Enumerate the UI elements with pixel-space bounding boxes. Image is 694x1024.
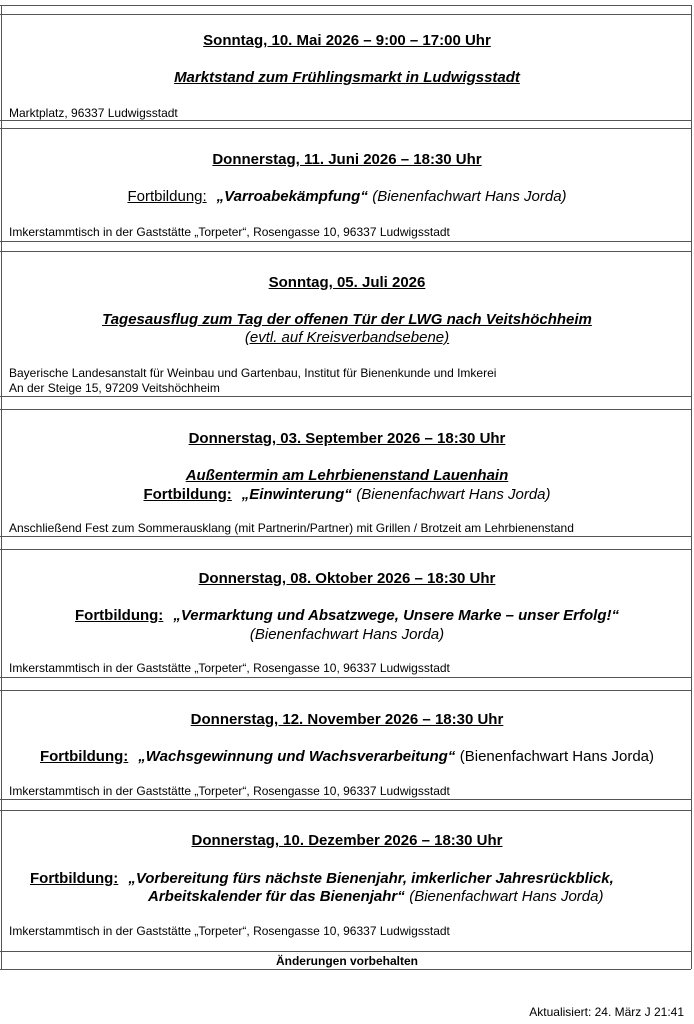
event-title: Tagesausflug zum Tag der offenen Tür der LWG nach Veitshöchheim bbox=[102, 311, 592, 328]
event-title-line bbox=[0, 748, 694, 766]
divider bbox=[0, 5, 691, 6]
event-label: Fortbildung: bbox=[30, 870, 119, 887]
event-location: Imkerstammtisch in der Gaststätte „Torpeter“, Rosengasse 10, 96337 Ludwigsstadt bbox=[9, 225, 450, 239]
event-location: Imkerstammtisch in der Gaststätte „Torpeter“, Rosengasse 10, 96337 Ludwigsstadt bbox=[9, 784, 450, 798]
divider bbox=[0, 549, 691, 550]
event-title: „Vermarktung und Absatzwege, Unsere Marke – unser Erfolg!“ bbox=[173, 607, 619, 624]
divider bbox=[0, 120, 691, 121]
event-title: „Varroabekämpfung“ bbox=[216, 188, 368, 205]
event-date: Donnerstag, 11. Juni 2026 – 18:30 Uhr bbox=[212, 151, 482, 168]
divider bbox=[0, 241, 691, 242]
divider bbox=[0, 128, 691, 129]
event-title: Marktstand zum Frühlingsmarkt in Ludwigsstadt bbox=[174, 69, 520, 86]
last-updated: Aktualisiert: 24. März J 21:41 bbox=[529, 1005, 684, 1019]
event-title-line bbox=[30, 870, 694, 888]
event-speaker: (Bienenfachwart Hans Jorda) bbox=[372, 188, 567, 205]
event-title-line bbox=[0, 607, 694, 625]
event-title-line2: Arbeitskalender für das Bienenjahr“ bbox=[148, 888, 405, 905]
divider bbox=[0, 799, 691, 800]
event-title-line bbox=[148, 888, 694, 906]
divider bbox=[0, 951, 691, 952]
divider bbox=[0, 251, 691, 252]
event-speaker: (Bienenfachwart Hans Jorda) bbox=[356, 486, 551, 503]
event-title-line bbox=[0, 188, 694, 206]
event-speaker: (Bienenfachwart Hans Jorda) bbox=[459, 748, 655, 765]
event-title-line bbox=[0, 486, 694, 504]
event-label: Fortbildung: bbox=[143, 486, 232, 503]
changes-notice: Änderungen vorbehalten bbox=[275, 954, 418, 968]
divider bbox=[0, 409, 691, 410]
divider bbox=[0, 396, 691, 397]
event-note: Anschließend Fest zum Sommerausklang (mit Partnerin/Partner) mit Grillen / Brotzeit am Lehrbienenstand bbox=[9, 521, 574, 535]
event-date: Donnerstag, 10. Dezember 2026 – 18:30 Uhr bbox=[191, 832, 503, 849]
event-date: Donnerstag, 12. November 2026 – 18:30 Uhr bbox=[190, 711, 504, 728]
event-date: Donnerstag, 08. Oktober 2026 – 18:30 Uhr bbox=[198, 570, 496, 587]
event-title: Außentermin am Lehrbienenstand Lauenhain bbox=[185, 467, 509, 484]
event-date: Sonntag, 10. Mai 2026 – 9:00 – 17:00 Uhr bbox=[203, 32, 491, 49]
event-location: Imkerstammtisch in der Gaststätte „Torpeter“, Rosengasse 10, 96337 Ludwigsstadt bbox=[9, 924, 450, 938]
event-location-line1: Bayerische Landesanstalt für Weinbau und Gartenbau, Institut für Bienenkunde und Imkerei bbox=[9, 366, 497, 380]
event-date: Donnerstag, 03. September 2026 – 18:30 Uhr bbox=[188, 430, 506, 447]
event-subtitle: (evtl. auf Kreisverbandsebene) bbox=[244, 329, 450, 346]
event-title2: „Einwinterung“ bbox=[241, 486, 352, 503]
divider bbox=[0, 677, 691, 678]
event-date: Sonntag, 05. Juli 2026 bbox=[268, 274, 426, 291]
divider bbox=[0, 969, 691, 970]
event-speaker: (Bienenfachwart Hans Jorda) bbox=[409, 888, 604, 905]
event-label: Fortbildung: bbox=[39, 748, 129, 765]
divider bbox=[0, 14, 691, 15]
divider bbox=[0, 690, 691, 691]
event-location-line2: An der Steige 15, 97209 Veitshöchheim bbox=[9, 381, 220, 395]
event-label: Fortbildung: bbox=[75, 607, 164, 624]
event-label: Fortbildung: bbox=[127, 188, 207, 205]
divider bbox=[0, 810, 691, 811]
event-title-line1: „Vorbereitung fürs nächste Bienenjahr, imkerlicher Jahresrückblick, bbox=[128, 870, 614, 887]
event-location: Imkerstammtisch in der Gaststätte „Torpeter“, Rosengasse 10, 96337 Ludwigsstadt bbox=[9, 661, 450, 675]
event-location: Marktplatz, 96337 Ludwigsstadt bbox=[9, 106, 178, 120]
event-speaker: (Bienenfachwart Hans Jorda) bbox=[249, 626, 445, 643]
event-title: „Wachsgewinnung und Wachsverarbeitung“ bbox=[138, 748, 456, 765]
divider bbox=[0, 536, 691, 537]
